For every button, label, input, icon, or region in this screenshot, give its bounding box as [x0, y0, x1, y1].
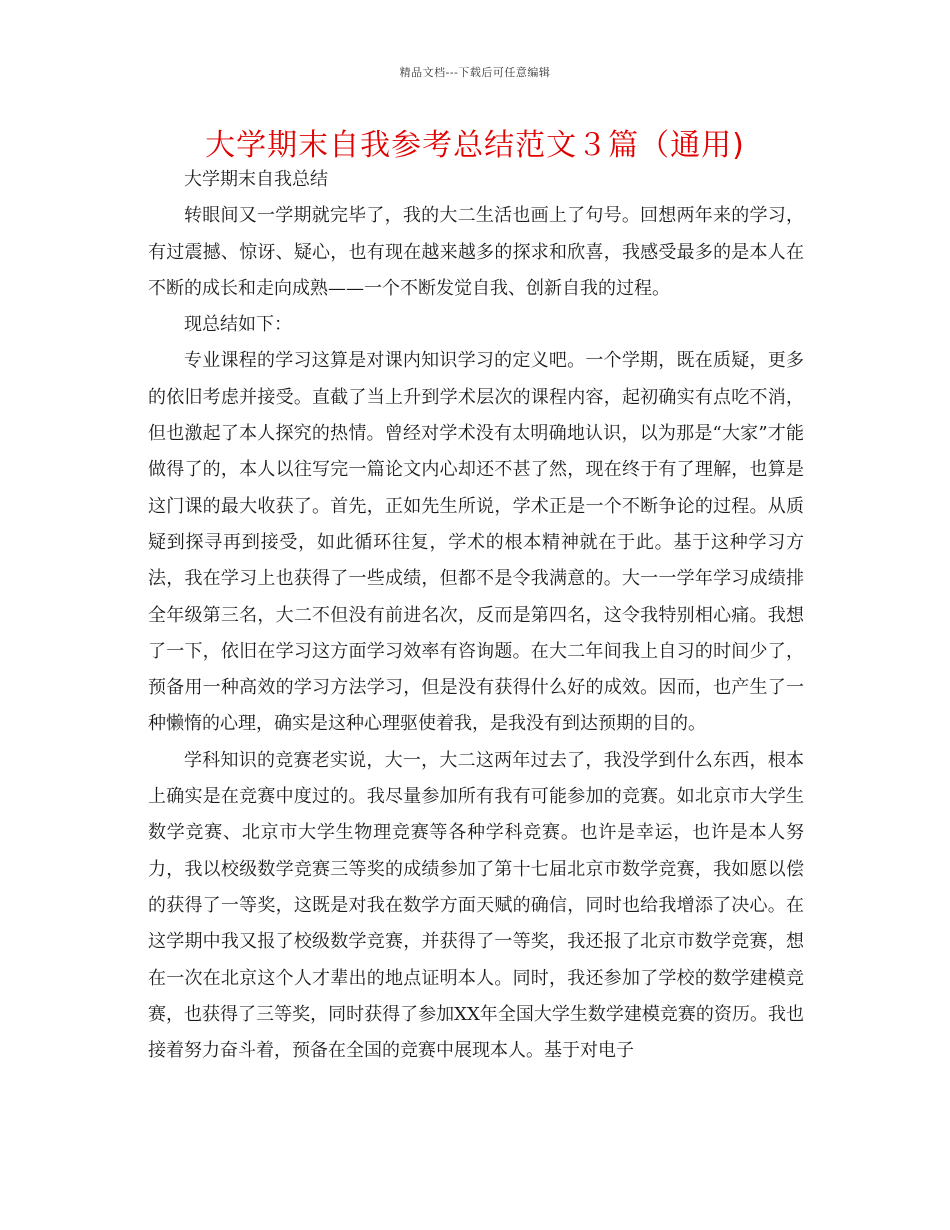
header-note: 精品文档---下载后可任意编辑 — [399, 66, 551, 79]
paragraph: 现总结如下： — [184, 314, 292, 336]
document-title: 大学期末自我参考总结范文３篇（通用) — [205, 128, 745, 163]
paragraph: 学科知识的竞赛老实说，大一，大二这两年过去了，我没学到什么东西，根本上确实是在竞赛中度过的。我尽量参加所有我有可能参加的竞赛。如北京市大学生数学竞赛、北京市大学生物理竞赛等各种学科竞赛。也许是幸运，也许是本人努力，我以校级数学竞赛三等奖的成绩参加了第十七届北京市数学竞赛，我如愿以偿的获得了一等奖，这既是对我在数学方面天赋的确信，同时也给我增添了决心。在这学期中我又报了校级数学竞赛，并获得了一等奖，我还报了北京市数学竞赛，想在一次在北京这个人才辈出的地点证明本人。同时，我还参加了学校的数学建模竞赛，也获得了三等奖，同时获得了参加XX年全国大学生数学建模竞赛的资历。我也接着努力奋斗着，预备在全国的竞赛中展现本人。基于对电子 — [148, 749, 804, 1062]
document-body — [148, 162, 804, 1069]
paragraph: 专业课程的学习这算是对课内知识学习的定义吧。一个学期，既在质疑，更多的依旧考虑并接受。直截了当上升到学术层次的课程内容，起初确实有点吃不消，但也激起了本人探究的热情。曾经对学术没有太明确地认识，以为那是“大家”才能做得了的，本人以往写完一篇论文内心却还不甚了然，现在终于有了理解，也算是这门课的最大收获了。首先，正如先生所说，学术正是一个不断争论的过程。从质疑到探寻再到接受，如此循环往复，学术的根本精神就在于此。基于这种学习方法，我在学习上也获得了一些成绩，但都不是令我满意的。大一一学年学习成绩排全年级第三名，大二不但没有前进名次，反而是第四名，这令我特别相心痛。我想了一下，依旧在学习这方面学习效率有咨询题。在大二年间我上自习的时间少了，预备用一种高效的学习方法学习，但是没有获得什么好的成效。因而，也产生了一种懒惰的心理，确实是这种心理驱使着我，是我没有到达预期的目的。 — [148, 350, 804, 735]
paragraph: 转眼间又一学期就完毕了，我的大二生活也画上了句号。回想两年来的学习，有过震撼、惊讶、疑心，也有现在越来越多的探求和欣喜，我感受最多的是本人在不断的成长和走向成熟——一个不断发觉自我、创新自我的过程。 — [148, 205, 804, 299]
document-subtitle: 大学期末自我总结 — [184, 169, 328, 190]
